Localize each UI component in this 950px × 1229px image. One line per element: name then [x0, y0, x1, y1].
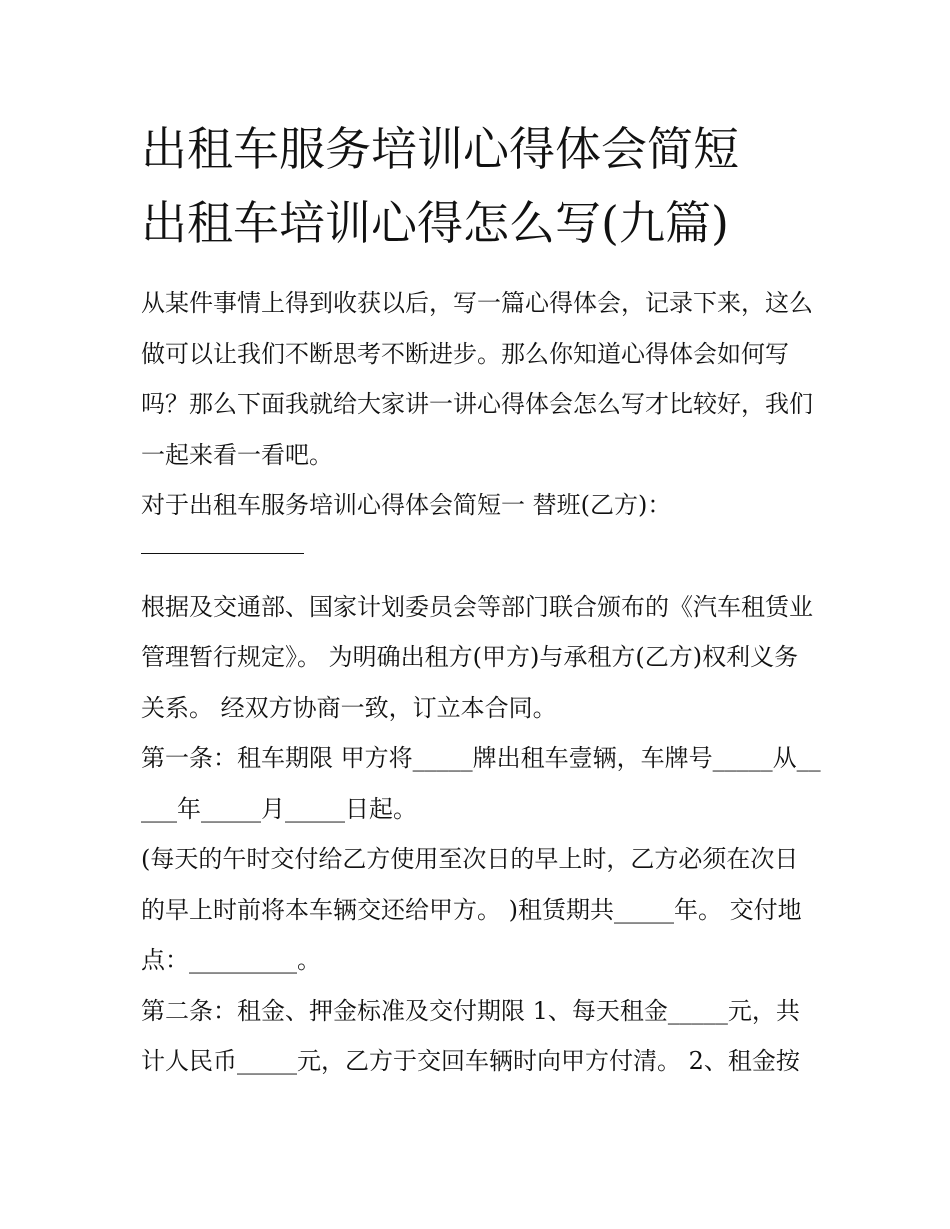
article-1-detail-paragraph: (每天的午时交付给乙方使用至次日的早上时，乙方必须在次日的早上时前将本车辆交还给甲方。 )租赁期共_____年。 交付地点：_________。	[141, 845, 802, 974]
article-2-paragraph: 第二条：租金、押金标准及交付期限 1、每天租金_____元，共计人民币_____元，乙方于交回车辆时向甲方付清。 2、租金按	[141, 996, 800, 1075]
basis-paragraph: 根据及交通部、国家计划委员会等部门联合颁布的《汽车租赁业管理暂行规定》。 为明确出租方(甲方)与承租方(乙方)权利义务关系。 经双方协商一致，订立本合同。	[141, 592, 813, 722]
title-line-2: 出租车培训心得怎么写(九篇)	[141, 196, 729, 250]
document-body	[141, 278, 821, 1087]
document-title	[141, 112, 841, 260]
intro-paragraph: 从某件事情上得到收获以后，写一篇心得体会，记录下来，这么做可以让我们不断思考不断进步。那么你知道心得体会如何写吗？那么下面我就给大家讲一讲心得体会怎么写才比较好，我们一起来看一看吧。	[141, 289, 813, 469]
title-line-1: 出租车服务培训心得体会简短	[141, 122, 739, 176]
signature-blank-line	[141, 531, 304, 554]
article-1-paragraph: 第一条：租车期限 甲方将_____牌出租车壹辆，车牌号_____从_____年_____月_____日起。	[141, 744, 821, 823]
section-heading: 对于出租车服务培训心得体会简短一 替班(乙方)：	[141, 491, 672, 519]
